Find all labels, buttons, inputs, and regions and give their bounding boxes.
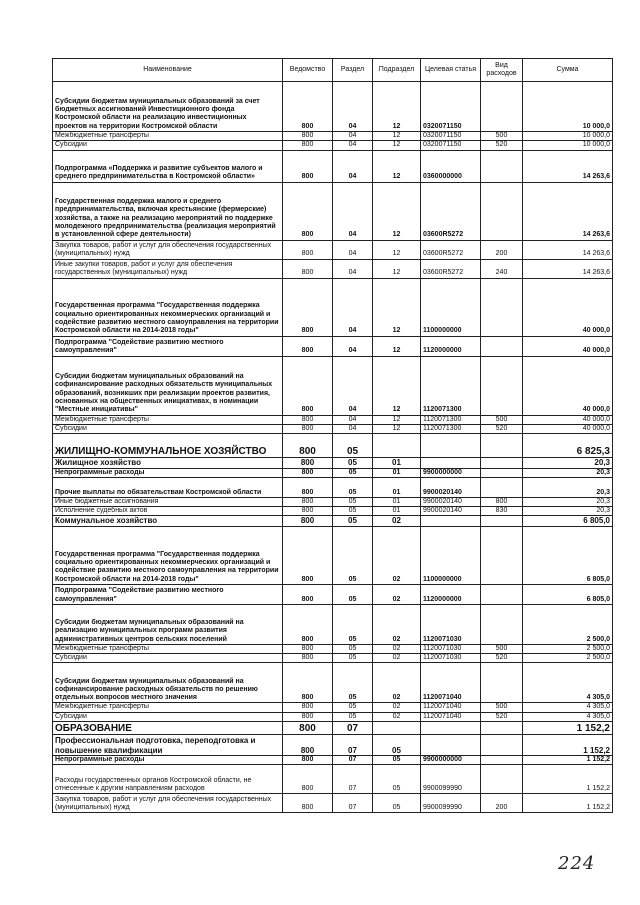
row-target-article <box>421 458 481 468</box>
row-target-article: 0320071150 <box>421 141 481 150</box>
row-department: 800 <box>283 150 333 182</box>
row-amount: 14 263,6 <box>523 182 613 240</box>
row-expense-type <box>481 182 523 240</box>
row-subsection: 12 <box>373 182 421 240</box>
row-subsection: 12 <box>373 141 421 150</box>
row-target-article: 1120071300 <box>421 415 481 424</box>
row-subsection: 05 <box>373 756 421 765</box>
row-expense-type: 200 <box>481 794 523 813</box>
row-department: 800 <box>283 604 333 644</box>
row-amount: 20,3 <box>523 497 613 506</box>
row-section: 04 <box>333 356 373 415</box>
row-amount: 2 500,0 <box>523 604 613 644</box>
row-section: 05 <box>333 434 373 458</box>
row-amount: 6 805,0 <box>523 516 613 526</box>
row-department: 800 <box>283 477 333 497</box>
table-row <box>53 722 613 735</box>
row-section: 05 <box>333 468 373 477</box>
row-subsection: 02 <box>373 644 421 653</box>
header-expense-type: Вид расходов <box>481 59 523 82</box>
row-expense-type <box>481 336 523 356</box>
row-amount: 10 000,0 <box>523 141 613 150</box>
table-row <box>53 497 613 506</box>
row-amount: 4 305,0 <box>523 712 613 721</box>
row-subsection: 12 <box>373 132 421 141</box>
row-expense-type: 500 <box>481 132 523 141</box>
row-amount: 2 500,0 <box>523 644 613 653</box>
row-name: Межбюджетные трансферты <box>53 703 283 712</box>
row-section: 05 <box>333 497 373 506</box>
row-expense-type: 500 <box>481 644 523 653</box>
table-row <box>53 516 613 526</box>
table-row <box>53 278 613 336</box>
table-row <box>53 468 613 477</box>
row-name: Субсидии бюджетам муниципальных образований на реализацию муниципальных программ развития административных центров сельских поселений <box>53 604 283 644</box>
row-department: 800 <box>283 468 333 477</box>
row-section: 05 <box>333 516 373 526</box>
table-row <box>53 458 613 468</box>
row-section: 05 <box>333 477 373 497</box>
budget-page <box>52 58 612 813</box>
row-name: Субсидии <box>53 141 283 150</box>
row-section: 05 <box>333 458 373 468</box>
row-section: 04 <box>333 415 373 424</box>
row-expense-type <box>481 82 523 132</box>
table-row <box>53 82 613 132</box>
row-target-article: 1120000000 <box>421 336 481 356</box>
row-expense-type: 200 <box>481 240 523 259</box>
row-name: Закупка товаров, работ и услуг для обеспечения государственных (муниципальных) нужд <box>53 794 283 813</box>
row-subsection <box>373 434 421 458</box>
row-expense-type <box>481 477 523 497</box>
row-target-article: 03600R5272 <box>421 240 481 259</box>
table-row <box>53 765 613 794</box>
table-row <box>53 703 613 712</box>
row-name: Межбюджетные трансферты <box>53 644 283 653</box>
row-expense-type: 500 <box>481 415 523 424</box>
table-row <box>53 240 613 259</box>
row-target-article: 1120071300 <box>421 356 481 415</box>
row-expense-type: 830 <box>481 507 523 516</box>
row-expense-type: 520 <box>481 424 523 433</box>
row-section: 04 <box>333 182 373 240</box>
row-expense-type: 500 <box>481 703 523 712</box>
table-header-row <box>53 59 613 82</box>
row-name: Государственная программа "Государственная поддержка социально ориентированных некоммерческих организаций и содействие развитию местного самоуправления на территории Костромской области на 2014-2018 годы" <box>53 278 283 336</box>
row-section: 07 <box>333 735 373 756</box>
row-amount: 10 000,0 <box>523 132 613 141</box>
row-subsection: 12 <box>373 356 421 415</box>
row-target-article: 0320071150 <box>421 82 481 132</box>
table-row <box>53 712 613 721</box>
row-subsection: 12 <box>373 278 421 336</box>
row-name: Субсидии <box>53 424 283 433</box>
row-department: 800 <box>283 712 333 721</box>
row-amount: 10 000,0 <box>523 82 613 132</box>
row-department: 800 <box>283 356 333 415</box>
row-subsection: 02 <box>373 604 421 644</box>
row-department: 800 <box>283 424 333 433</box>
row-name: Профессиональная подготовка, переподготовка и повышение квалификации <box>53 735 283 756</box>
row-department: 800 <box>283 584 333 604</box>
row-expense-type <box>481 516 523 526</box>
row-subsection: 02 <box>373 526 421 584</box>
row-target-article: 9900020140 <box>421 507 481 516</box>
budget-table <box>52 58 613 813</box>
row-department: 800 <box>283 644 333 653</box>
row-name: Иные закупки товаров, работ и услуг для обеспечения государственных (муниципальных) нужд <box>53 259 283 278</box>
row-target-article <box>421 735 481 756</box>
table-row <box>53 604 613 644</box>
row-amount: 40 000,0 <box>523 415 613 424</box>
row-amount: 6 825,3 <box>523 434 613 458</box>
row-expense-type: 240 <box>481 259 523 278</box>
row-department: 800 <box>283 794 333 813</box>
row-amount: 1 152,2 <box>523 735 613 756</box>
row-section: 04 <box>333 82 373 132</box>
row-amount: 1 152,2 <box>523 756 613 765</box>
row-target-article <box>421 516 481 526</box>
row-name: ОБРАЗОВАНИЕ <box>53 722 283 735</box>
row-amount: 20,3 <box>523 458 613 468</box>
row-subsection: 12 <box>373 150 421 182</box>
table-row <box>53 507 613 516</box>
row-target-article: 9900000000 <box>421 756 481 765</box>
row-expense-type <box>481 434 523 458</box>
row-target-article <box>421 434 481 458</box>
row-target-article: 1100000000 <box>421 278 481 336</box>
row-department: 800 <box>283 259 333 278</box>
table-row <box>53 794 613 813</box>
row-name: Государственная поддержка малого и среднего предпринимательства, включая крестьянские (фермерские) хозяйства, а также на реализацию мероприятий по поддержке молодежного предпринимательства (реализация мероприятий в установленной сфере деятельности) <box>53 182 283 240</box>
table-row <box>53 735 613 756</box>
row-section: 05 <box>333 644 373 653</box>
table-row <box>53 141 613 150</box>
row-section: 04 <box>333 336 373 356</box>
row-target-article: 03600R5272 <box>421 182 481 240</box>
table-row <box>53 424 613 433</box>
row-name: Подпрограмма «Поддержка и развитие субъектов малого и среднего предпринимательства в Костромской области» <box>53 150 283 182</box>
row-target-article: 9900099990 <box>421 765 481 794</box>
row-expense-type <box>481 604 523 644</box>
row-amount: 40 000,0 <box>523 278 613 336</box>
table-row <box>53 654 613 663</box>
row-department: 800 <box>283 516 333 526</box>
row-department: 800 <box>283 765 333 794</box>
row-expense-type <box>481 278 523 336</box>
row-amount: 4 305,0 <box>523 663 613 703</box>
row-amount: 14 263,6 <box>523 150 613 182</box>
table-row <box>53 356 613 415</box>
row-subsection <box>373 722 421 735</box>
row-target-article: 1120071300 <box>421 424 481 433</box>
row-name: Субсидии бюджетам муниципальных образований за счет бюджетных ассигнований Инвестиционного фонда Костромской области на реализацию инвестиционных проектов на территории Костромской области <box>53 82 283 132</box>
row-subsection: 01 <box>373 468 421 477</box>
row-target-article: 9900000000 <box>421 468 481 477</box>
row-subsection: 12 <box>373 424 421 433</box>
row-target-article: 9900020140 <box>421 497 481 506</box>
row-department: 800 <box>283 141 333 150</box>
row-department: 800 <box>283 336 333 356</box>
table-row <box>53 336 613 356</box>
row-expense-type <box>481 150 523 182</box>
row-department: 800 <box>283 507 333 516</box>
row-name: Закупка товаров, работ и услуг для обеспечения государственных (муниципальных) нужд <box>53 240 283 259</box>
row-name: Прочие выплаты по обязательствам Костромской области <box>53 477 283 497</box>
row-expense-type <box>481 458 523 468</box>
row-target-article: 1120071040 <box>421 703 481 712</box>
row-subsection: 02 <box>373 663 421 703</box>
table-row <box>53 132 613 141</box>
row-department: 800 <box>283 756 333 765</box>
row-department: 800 <box>283 497 333 506</box>
row-department: 800 <box>283 703 333 712</box>
row-expense-type <box>481 356 523 415</box>
row-subsection: 01 <box>373 458 421 468</box>
row-department: 800 <box>283 132 333 141</box>
row-amount: 6 805,0 <box>523 526 613 584</box>
row-name: Подпрограмма "Содействие развитию местного самоуправления" <box>53 336 283 356</box>
table-row <box>53 182 613 240</box>
row-section: 07 <box>333 756 373 765</box>
row-section: 05 <box>333 507 373 516</box>
row-section: 05 <box>333 584 373 604</box>
row-department: 800 <box>283 278 333 336</box>
row-amount: 2 500,0 <box>523 654 613 663</box>
row-section: 05 <box>333 526 373 584</box>
row-expense-type <box>481 663 523 703</box>
row-amount: 20,3 <box>523 477 613 497</box>
table-row <box>53 415 613 424</box>
row-section: 05 <box>333 703 373 712</box>
row-department: 800 <box>283 722 333 735</box>
row-subsection: 12 <box>373 259 421 278</box>
row-department: 800 <box>283 654 333 663</box>
row-amount: 40 000,0 <box>523 424 613 433</box>
row-section: 04 <box>333 132 373 141</box>
row-amount: 14 263,6 <box>523 240 613 259</box>
row-amount: 40 000,0 <box>523 356 613 415</box>
row-department: 800 <box>283 415 333 424</box>
row-target-article: 1120071040 <box>421 712 481 721</box>
row-target-article: 1100000000 <box>421 526 481 584</box>
row-section: 05 <box>333 604 373 644</box>
header-section: Раздел <box>333 59 373 82</box>
row-section: 05 <box>333 663 373 703</box>
row-subsection: 01 <box>373 507 421 516</box>
row-name: Субсидии <box>53 654 283 663</box>
row-amount: 6 805,0 <box>523 584 613 604</box>
row-subsection: 02 <box>373 712 421 721</box>
header-department: Ведомство <box>283 59 333 82</box>
row-target-article: 0360000000 <box>421 150 481 182</box>
row-department: 800 <box>283 526 333 584</box>
row-expense-type <box>481 526 523 584</box>
header-target-article: Целевая статья <box>421 59 481 82</box>
row-amount: 1 152,2 <box>523 794 613 813</box>
row-department: 800 <box>283 735 333 756</box>
row-section: 04 <box>333 141 373 150</box>
row-department: 800 <box>283 663 333 703</box>
row-subsection: 12 <box>373 336 421 356</box>
row-subsection: 12 <box>373 415 421 424</box>
row-name: Иные бюджетные ассигнования <box>53 497 283 506</box>
row-target-article: 1120000000 <box>421 584 481 604</box>
row-subsection: 02 <box>373 516 421 526</box>
row-subsection: 05 <box>373 765 421 794</box>
row-amount: 1 152,2 <box>523 722 613 735</box>
table-row <box>53 756 613 765</box>
row-subsection: 01 <box>373 497 421 506</box>
header-name: Наименование <box>53 59 283 82</box>
row-section: 07 <box>333 794 373 813</box>
table-row <box>53 663 613 703</box>
row-name: Расходы государственных органов Костромской области, не отнесенные к другим направлениям расходов <box>53 765 283 794</box>
row-name: Субсидии бюджетам муниципальных образований на софинансирование расходных обязательств муниципальных образований, возникших при реализации проектов развития, основанных на общественных инициативах, в номинации "Местные инициативы" <box>53 356 283 415</box>
row-target-article: 0320071150 <box>421 132 481 141</box>
row-subsection: 12 <box>373 240 421 259</box>
table-row <box>53 150 613 182</box>
row-section: 05 <box>333 712 373 721</box>
row-section: 04 <box>333 150 373 182</box>
row-target-article: 03600R5272 <box>421 259 481 278</box>
row-amount: 20,3 <box>523 507 613 516</box>
row-name: Непрограммные расходы <box>53 756 283 765</box>
row-section: 07 <box>333 722 373 735</box>
row-amount: 4 305,0 <box>523 703 613 712</box>
row-section: 04 <box>333 278 373 336</box>
row-expense-type <box>481 584 523 604</box>
row-subsection: 12 <box>373 82 421 132</box>
table-body <box>53 82 613 813</box>
row-subsection: 05 <box>373 794 421 813</box>
table-row <box>53 644 613 653</box>
row-section: 04 <box>333 424 373 433</box>
row-name: Коммунальное хозяйство <box>53 516 283 526</box>
row-expense-type <box>481 722 523 735</box>
row-expense-type: 800 <box>481 497 523 506</box>
row-amount: 1 152,2 <box>523 765 613 794</box>
page-number-handwritten: 224 <box>558 853 596 874</box>
table-row <box>53 477 613 497</box>
row-section: 07 <box>333 765 373 794</box>
row-target-article: 1120071030 <box>421 604 481 644</box>
row-target-article: 1120071030 <box>421 654 481 663</box>
row-subsection: 02 <box>373 703 421 712</box>
row-name: Подпрограмма "Содействие развитию местного самоуправления" <box>53 584 283 604</box>
row-expense-type: 520 <box>481 654 523 663</box>
row-subsection: 02 <box>373 584 421 604</box>
header-amount: Сумма <box>523 59 613 82</box>
row-expense-type <box>481 735 523 756</box>
table-row <box>53 259 613 278</box>
row-section: 04 <box>333 259 373 278</box>
row-amount: 20,3 <box>523 468 613 477</box>
row-amount: 14 263,6 <box>523 259 613 278</box>
row-target-article: 1120071030 <box>421 644 481 653</box>
row-name: Межбюджетные трансферты <box>53 132 283 141</box>
row-subsection: 02 <box>373 654 421 663</box>
row-department: 800 <box>283 434 333 458</box>
table-row <box>53 526 613 584</box>
row-name: Межбюджетные трансферты <box>53 415 283 424</box>
row-section: 04 <box>333 240 373 259</box>
row-name: Субсидии бюджетам муниципальных образований на софинансирование расходных обязательств по решению отдельных вопросов местного значения <box>53 663 283 703</box>
row-department: 800 <box>283 82 333 132</box>
row-name: Жилищное хозяйство <box>53 458 283 468</box>
row-department: 800 <box>283 458 333 468</box>
row-target-article: 1120071040 <box>421 663 481 703</box>
row-subsection: 05 <box>373 735 421 756</box>
row-expense-type: 520 <box>481 712 523 721</box>
row-department: 800 <box>283 240 333 259</box>
table-row <box>53 434 613 458</box>
row-name: ЖИЛИЩНО-КОММУНАЛЬНОЕ ХОЗЯЙСТВО <box>53 434 283 458</box>
row-department: 800 <box>283 182 333 240</box>
row-expense-type <box>481 756 523 765</box>
row-expense-type <box>481 765 523 794</box>
row-name: Непрограммные расходы <box>53 468 283 477</box>
row-expense-type: 520 <box>481 141 523 150</box>
row-amount: 40 000,0 <box>523 336 613 356</box>
row-subsection: 01 <box>373 477 421 497</box>
header-subsection: Подраздел <box>373 59 421 82</box>
row-name: Государственная программа "Государственная поддержка социально ориентированных некоммерческих организаций и содействие развитию местного самоуправления на территории Костромской области на 2014-2018 годы" <box>53 526 283 584</box>
row-target-article: 9900020140 <box>421 477 481 497</box>
row-name: Исполнение судебных актов <box>53 507 283 516</box>
row-target-article: 9900099990 <box>421 794 481 813</box>
row-name: Субсидии <box>53 712 283 721</box>
row-section: 05 <box>333 654 373 663</box>
row-target-article <box>421 722 481 735</box>
row-expense-type <box>481 468 523 477</box>
table-row <box>53 584 613 604</box>
